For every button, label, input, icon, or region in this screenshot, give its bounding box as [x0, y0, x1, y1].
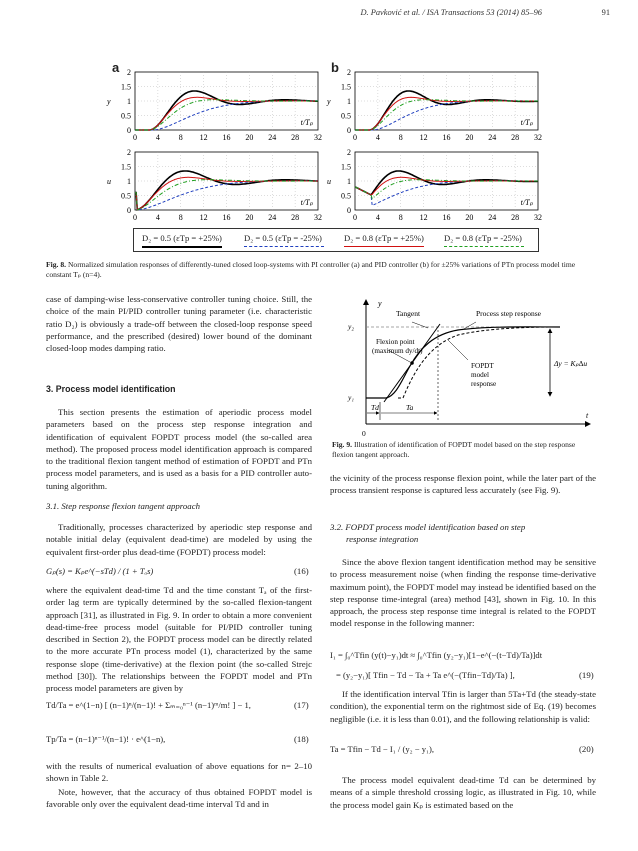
fig9-tangent-label: Tangent	[396, 309, 421, 318]
y-tick-label: 1.5	[341, 162, 351, 172]
x-tick-label: 32	[314, 133, 322, 142]
x-tick-label: 16	[442, 213, 451, 222]
x-tick-label: 28	[291, 213, 300, 222]
x-tick-label: 12	[419, 133, 428, 142]
x-tick-label: 12	[199, 133, 208, 142]
fig9-fopdt-label-2: model	[471, 371, 489, 379]
x-tick-label: 8	[178, 213, 183, 222]
fig9-y1: y₁	[348, 393, 354, 402]
fig9-delta-label: Δy = Kₚ∆u	[554, 359, 588, 368]
legend-swatch-1	[142, 246, 222, 248]
x-tick-label: 16	[222, 133, 231, 142]
x-tick-label: 12	[419, 213, 428, 222]
x-tick-label: 4	[375, 213, 380, 222]
equation-17-number: (17)	[294, 700, 309, 710]
equation-16-number: (16)	[294, 566, 309, 576]
left-paragraph-3: Traditionally, processes characterized by aperiodic step response and notable initial delay (equivalent dead-time) are modeled by using the equivalent first-order plus dead-time (FOPDT) process model:	[46, 522, 312, 557]
y-tick-label: 1	[127, 97, 131, 106]
y-tick-label: 0.5	[121, 111, 131, 121]
fig8-plot-a-y	[106, 68, 322, 142]
right-paragraph-3: If the identification interval Tfin is larger than 5Ta+Td (the steady-state condition), the exponential term on the rightmost side of Eq. (19) becomes negligible (i.e. it is less than 0.01), and the following relationship is valid:	[330, 689, 596, 724]
equation-19-line-2: = (y₂−y₁)[ Tfin − Td − Ta + Ta e^(−(Tfin−Td)/Ta) ],	[336, 670, 515, 680]
fig8-plot-a-u	[107, 148, 322, 222]
fig9-process-step-label: Process step response	[476, 309, 541, 318]
x-tick-label: 0	[353, 133, 357, 142]
x-tick-label: 28	[511, 213, 520, 222]
equation-20: Ta = Tfin − Td − I₁ / (y₂ − y₁),	[330, 744, 435, 754]
right-paragraph-4: The process model equivalent dead-time Td can be determined by means of a simple threshold crossing logic, as illustrated in Fig. 10, while the process model gain Kₚ is estimated based on the	[330, 775, 596, 810]
fig9-fopdt-label-1: FOPDT	[471, 362, 494, 370]
axis-label: y	[107, 97, 111, 106]
time-label: t/Tₚ	[300, 118, 313, 127]
time-label: t/Tₚ	[520, 198, 533, 207]
y-tick-label: 2	[347, 148, 351, 157]
legend-label-1: D₂ = 0.5 (εTp = +25%)	[142, 233, 222, 243]
figure-9-diagram	[328, 292, 600, 442]
x-tick-label: 28	[291, 133, 300, 142]
axis-label: y	[327, 97, 331, 106]
panel-label-b: b	[331, 60, 339, 75]
left-paragraph-6: Note, however, that the accuracy of thus obtained FOPDT model is favorable only over the equivalent dead-time interval Td and in	[46, 787, 312, 810]
subsection-3-2-heading-line-2: response integration	[346, 534, 419, 544]
y-tick-label: 1	[347, 97, 351, 106]
figure-8-legend	[133, 228, 539, 252]
y-tick-label: 2	[347, 68, 351, 77]
y-tick-label: 0	[347, 126, 351, 135]
equation-16: Gₚ(s) = Kₚe^(−sTd) / (1 + Tₐs)	[46, 566, 154, 576]
figure-9-caption-text: Illustration of identification of FOPDT model based on the step response flexion tangent approach.	[332, 440, 576, 459]
figure-8-caption-text: Normalized simulation responses of differently-tuned closed loop-systems with PI controller (a) and PID controller (b) for ±25% variations of PTn process model time constant Tₚ (n=4).	[46, 260, 576, 279]
right-paragraph-1: the vicinity of the process response flexion point, while the later part of the process transient response is captured less accurately (see Fig. 9).	[330, 473, 596, 496]
left-paragraph-2: This section presents the estimation of aperiodic process model parameters based on the process step response integration and identification of equivalent FOPDT process model (the so-called area method). The proposed process model identification approach is compared to the traditional flexion tangent method of estimation of FOPDT and PTn process model parameters, and is used as a basis for a PID controller auto-tuning algorithm.	[46, 407, 312, 491]
section-3-heading: 3. Process model identification	[46, 384, 176, 394]
equation-19-number: (19)	[579, 670, 594, 680]
legend-label-3: D₂ = 0.8 (εTp = +25%)	[344, 233, 424, 243]
x-tick-label: 20	[465, 213, 474, 222]
y-tick-label: 0	[127, 126, 131, 135]
fig9-flexion-label-1: Flexion point	[376, 338, 415, 346]
legend-swatch-3	[344, 246, 424, 247]
x-tick-label: 0	[353, 213, 357, 222]
x-tick-label: 4	[155, 213, 160, 222]
equation-18-number: (18)	[294, 734, 309, 744]
subsection-3-2-heading-line-1: 3.2. FOPDT process model identification based on step	[330, 522, 526, 532]
axis-label: u	[327, 177, 331, 186]
x-tick-label: 4	[375, 133, 380, 142]
equation-18: Tp/Ta = (n−1)ⁿ⁻¹/(n−1)! · e^(1−n),	[46, 734, 166, 744]
x-tick-label: 16	[442, 133, 451, 142]
x-tick-label: 12	[199, 213, 208, 222]
time-label: t/Tₚ	[300, 198, 313, 207]
legend-swatch-4	[444, 246, 524, 247]
equation-17: Td/Ta = e^(1−n) [ (n−1)ⁿ/(n−1)! + Σₘ₌₀ⁿ⁻¹ (n−1)ᵐ/m! ] − 1,	[46, 700, 251, 710]
x-tick-label: 28	[511, 133, 520, 142]
y-tick-label: 0.5	[341, 111, 351, 121]
y-tick-label: 2	[127, 68, 131, 77]
x-tick-label: 0	[133, 213, 137, 222]
x-tick-label: 0	[133, 133, 137, 142]
x-tick-label: 20	[245, 213, 254, 222]
axis-label: u	[107, 177, 111, 186]
x-tick-label: 24	[268, 213, 277, 222]
left-paragraph-5: with the results of numerical evaluation of above equations for n= 2–10 shown in Table 2.	[46, 761, 312, 784]
y-tick-label: 0.5	[341, 191, 351, 201]
x-tick-label: 32	[314, 213, 322, 222]
y-tick-label: 1	[127, 177, 131, 186]
panel-label-a: a	[112, 60, 120, 75]
x-tick-label: 16	[222, 213, 231, 222]
fig8-plot-b-u	[327, 148, 542, 222]
fig9-y-label: y	[378, 299, 382, 308]
fig9-y2: y₂	[348, 322, 354, 331]
right-paragraph-2: Since the above flexion tangent identification method may be sensitive to process measurement noise (when finding the response time-derivative maximum point), the FOPDT model may instead be identified based on the step response time-integral (area) method [43], shown in Fig. 10. In this approach, the process step response time integral is related to the FOPDT model response in the following manner:	[330, 557, 596, 629]
fig9-td-label: Td	[371, 403, 379, 412]
fig9-ta-label: Ta	[406, 403, 414, 412]
figure-9-caption	[332, 440, 594, 460]
x-tick-label: 20	[245, 133, 254, 142]
fig8-plot-b-y	[326, 68, 542, 142]
y-tick-label: 1	[347, 177, 351, 186]
x-tick-label: 8	[398, 213, 403, 222]
y-tick-label: 0	[347, 206, 351, 215]
y-tick-label: 0.5	[121, 191, 131, 201]
x-tick-label: 24	[268, 133, 277, 142]
x-tick-label: 4	[155, 133, 160, 142]
x-tick-label: 8	[398, 133, 403, 142]
x-tick-label: 24	[488, 133, 497, 142]
left-paragraph-1: case of damping-wise less-conservative controller tuning choice. Still, the choice of the main PI/PID controller tuning parameter (i.e. characteristic ratio D₂) is obviously a trade-off between the closed-loop response speed performance, and the prescribed (desired) lower bound of the dominant closed-loop modes damping ratio.	[46, 294, 312, 354]
y-tick-label: 1.5	[121, 82, 131, 92]
x-tick-label: 24	[488, 213, 497, 222]
fig9-origin: 0	[362, 429, 366, 438]
legend-swatch-2	[244, 246, 324, 247]
fig9-fopdt-label-3: response	[471, 380, 497, 388]
time-label: t/Tₚ	[520, 118, 533, 127]
fig9-flexion-label-2: (maximum dy/dt)	[372, 347, 423, 355]
figure-9-caption-label: Fig. 9.	[332, 440, 353, 449]
x-tick-label: 20	[465, 133, 474, 142]
x-tick-label: 32	[534, 213, 542, 222]
left-paragraph-4: where the equivalent dead-time Td and the time constant Tₐ of the first-order lag term are typically determined by the so-called flexion-tangent approach [31], as illustrated in Fig. 9. In order to obtain a more convenient dead-time-free process model (suitable for PI/PID controller tuning described in Section 2), the FOPDT process model can be directly related to the more accurate PTn process model (1), characterized by the same response slope (time-derivative) at the flexion point (the so-called Strejc method [30]). The relationships between the FOPDT model and PTn process model parameters are given by	[46, 585, 312, 694]
y-tick-label: 2	[127, 148, 131, 157]
fig9-t-label: t	[586, 411, 589, 420]
figure-8-caption	[46, 260, 594, 280]
y-tick-label: 1.5	[121, 162, 131, 172]
equation-20-number: (20)	[579, 744, 594, 754]
page-number: 91	[601, 8, 610, 17]
y-tick-label: 1.5	[341, 82, 351, 92]
y-tick-label: 0	[127, 206, 131, 215]
figure-8-caption-label: Fig. 8.	[46, 260, 67, 269]
legend-label-4: D₂ = 0.8 (εTp = -25%)	[444, 233, 522, 243]
equation-19-line-1: I₁ = ∫₀^Tfin (y(t)−y₁)dt ≈ ∫₀^Tfin (y₂−y₁)[1−e^(−(t−Td)/Ta)]dt	[330, 650, 543, 660]
subsection-3-1-heading: 3.1. Step response flexion tangent approach	[46, 501, 201, 511]
running-head: D. Pavković et al. / ISA Transactions 53 (2014) 85–96	[360, 8, 542, 17]
x-tick-label: 8	[178, 133, 183, 142]
figure-8-plots	[0, 0, 638, 228]
legend-label-2: D₂ = 0.5 (εTp = -25%)	[244, 233, 322, 243]
x-tick-label: 32	[534, 133, 542, 142]
